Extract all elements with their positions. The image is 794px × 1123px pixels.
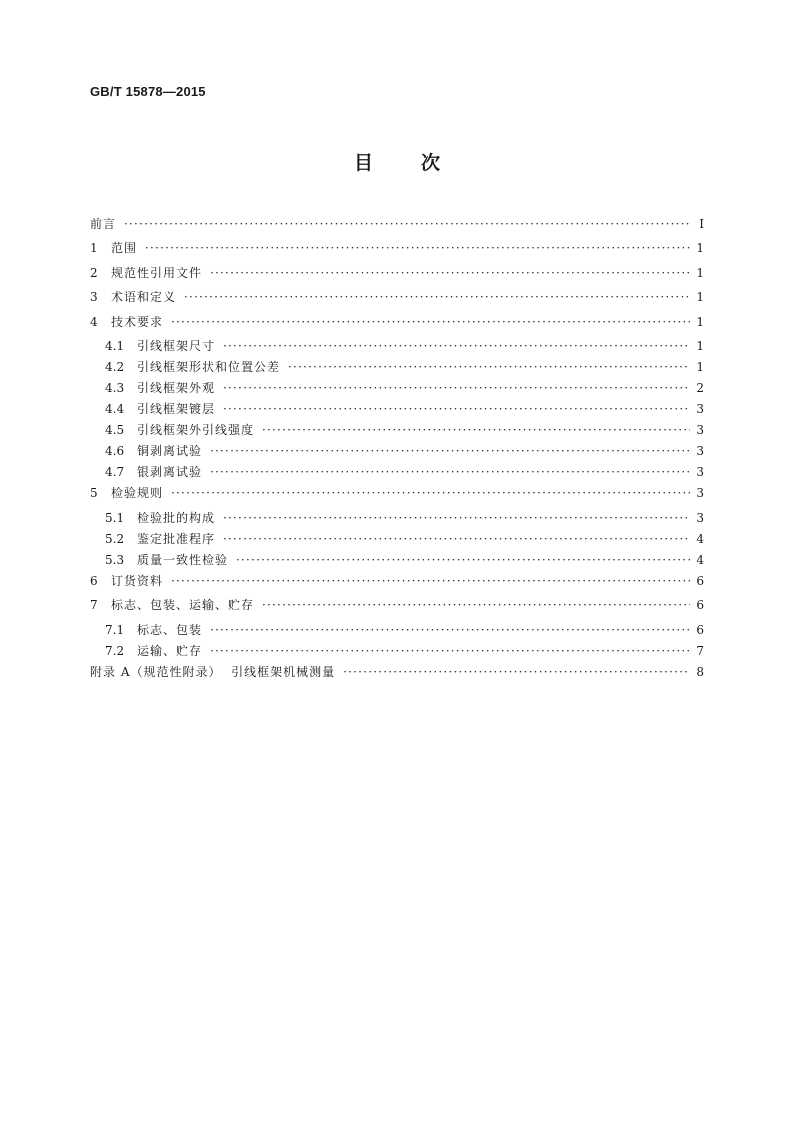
title-char-1: 目 bbox=[353, 152, 373, 174]
toc-entry-5-3[interactable] bbox=[90, 552, 704, 573]
toc-number: 4.7 bbox=[105, 465, 125, 479]
toc-number: 2 bbox=[90, 265, 98, 280]
toc-label: 附录 A（规范性附录） 引线框架机械测量 bbox=[90, 664, 336, 679]
toc-label: 订货资料 bbox=[111, 573, 164, 588]
toc-leader-dots bbox=[184, 289, 690, 305]
toc-leader-dots bbox=[124, 216, 690, 232]
toc-page-number: 3 bbox=[696, 510, 704, 525]
toc-label: 运输、贮存 bbox=[137, 643, 203, 658]
toc-entry-4-4[interactable] bbox=[90, 401, 704, 422]
toc-number: 4 bbox=[90, 314, 98, 329]
toc-entry-annex-a[interactable] bbox=[90, 664, 704, 689]
toc-page-number: 6 bbox=[696, 573, 704, 588]
toc-number: 7.2 bbox=[105, 643, 125, 658]
toc-number: 6 bbox=[90, 573, 98, 588]
toc-page-number: 3 bbox=[696, 444, 704, 458]
toc-page-number: Ⅰ bbox=[699, 217, 704, 231]
toc-number: 5.2 bbox=[105, 531, 125, 546]
toc-entry-5-2[interactable] bbox=[90, 531, 704, 552]
toc-page-number: 3 bbox=[696, 465, 704, 479]
toc-label: 引线框架镀层 bbox=[137, 402, 216, 416]
toc-leader-dots bbox=[210, 643, 690, 659]
toc-label: 鉴定批准程序 bbox=[137, 531, 216, 546]
toc-page-number: 1 bbox=[696, 265, 704, 280]
title-char-2: 次 bbox=[421, 152, 441, 174]
toc-page-number: 4 bbox=[696, 552, 704, 567]
toc-label: 引线框架尺寸 bbox=[137, 339, 216, 353]
toc-label: 检验规则 bbox=[111, 486, 164, 500]
toc-leader-dots bbox=[171, 573, 690, 589]
page-title bbox=[0, 150, 794, 176]
toc-page-number: 4 bbox=[696, 531, 704, 546]
toc-label: 技术要求 bbox=[111, 314, 164, 329]
toc-number: 4.2 bbox=[105, 360, 125, 374]
toc-leader-dots bbox=[210, 622, 690, 638]
toc-entry-4[interactable] bbox=[90, 314, 704, 339]
toc-leader-dots bbox=[262, 422, 690, 438]
toc-leader-dots bbox=[171, 485, 690, 501]
toc-entry-7-2[interactable] bbox=[90, 643, 704, 664]
toc-page-number: 6 bbox=[696, 622, 704, 637]
toc-label: 铜剥离试验 bbox=[137, 444, 203, 458]
toc-entry-1[interactable] bbox=[90, 240, 704, 265]
toc-number: 7.1 bbox=[105, 622, 125, 637]
toc-number: 5.3 bbox=[105, 552, 125, 567]
toc-number: 5 bbox=[90, 486, 98, 500]
toc-label: 引线框架外引线强度 bbox=[137, 423, 255, 437]
toc-number: 4.1 bbox=[105, 339, 125, 353]
toc-number: 1 bbox=[90, 241, 98, 255]
toc-label: 标志、包装、运输、贮存 bbox=[111, 598, 255, 612]
toc-entry-5[interactable] bbox=[90, 485, 704, 510]
toc-page-number: 1 bbox=[696, 314, 704, 329]
toc-page-number: 3 bbox=[696, 402, 704, 416]
toc-entry-4-3[interactable] bbox=[90, 380, 704, 401]
toc-number: 4.4 bbox=[105, 402, 125, 416]
toc-label: 范围 bbox=[111, 241, 138, 255]
toc-entry-4-7[interactable] bbox=[90, 464, 704, 485]
toc-number: 3 bbox=[90, 290, 98, 304]
toc-leader-dots bbox=[145, 240, 690, 256]
toc-label: 标志、包装 bbox=[137, 622, 203, 637]
toc-number: 4.5 bbox=[105, 423, 125, 437]
toc-entry-7[interactable] bbox=[90, 597, 704, 622]
toc-entry-4-5[interactable] bbox=[90, 422, 704, 443]
toc-leader-dots bbox=[236, 552, 690, 568]
toc-entry-3[interactable] bbox=[90, 289, 704, 314]
toc-leader-dots bbox=[343, 664, 690, 680]
toc-leader-dots bbox=[223, 380, 690, 396]
toc-leader-dots bbox=[223, 338, 690, 354]
toc-entry-5-1[interactable] bbox=[90, 510, 704, 531]
toc-page-number: 2 bbox=[696, 381, 704, 395]
toc-label: 检验批的构成 bbox=[137, 510, 216, 525]
toc-leader-dots bbox=[210, 464, 690, 480]
toc-leader-dots bbox=[262, 597, 690, 613]
table-of-contents bbox=[90, 216, 704, 688]
toc-entry-2[interactable] bbox=[90, 265, 704, 290]
toc-entry-4-6[interactable] bbox=[90, 443, 704, 464]
toc-page-number: 1 bbox=[696, 360, 704, 374]
toc-leader-dots bbox=[210, 443, 690, 459]
toc-page-number: 7 bbox=[696, 643, 704, 658]
toc-number: 5.1 bbox=[105, 510, 125, 525]
toc-page-number: 1 bbox=[696, 339, 704, 353]
toc-page-number: 1 bbox=[696, 290, 704, 304]
toc-entry-foreword[interactable] bbox=[90, 216, 704, 240]
toc-entry-4-2[interactable] bbox=[90, 359, 704, 380]
toc-label: 术语和定义 bbox=[111, 290, 177, 304]
toc-entry-4-1[interactable] bbox=[90, 338, 704, 359]
toc-page-number: 3 bbox=[696, 423, 704, 437]
toc-label: 引线框架形状和位置公差 bbox=[137, 360, 281, 374]
toc-label: 银剥离试验 bbox=[137, 465, 203, 479]
toc-number: 4.3 bbox=[105, 381, 125, 395]
toc-entry-6[interactable] bbox=[90, 573, 704, 598]
toc-leader-dots bbox=[288, 359, 690, 375]
toc-page-number: 3 bbox=[696, 486, 704, 500]
toc-label: 前言 bbox=[90, 217, 117, 231]
toc-label: 规范性引用文件 bbox=[111, 265, 203, 280]
toc-label: 质量一致性检验 bbox=[137, 552, 229, 567]
toc-leader-dots bbox=[223, 401, 690, 417]
toc-leader-dots bbox=[210, 265, 690, 281]
toc-label: 引线框架外观 bbox=[137, 381, 216, 395]
toc-leader-dots bbox=[223, 510, 690, 526]
toc-leader-dots bbox=[223, 531, 690, 547]
toc-entry-7-1[interactable] bbox=[90, 622, 704, 643]
toc-leader-dots bbox=[171, 314, 690, 330]
toc-page-number: 1 bbox=[696, 241, 704, 255]
toc-number: 4.6 bbox=[105, 444, 125, 458]
toc-number: 7 bbox=[90, 598, 98, 612]
toc-page-number: 8 bbox=[696, 664, 704, 679]
standard-code: GB/T 15878—2015 bbox=[90, 84, 206, 99]
toc-page-number: 6 bbox=[696, 598, 704, 612]
